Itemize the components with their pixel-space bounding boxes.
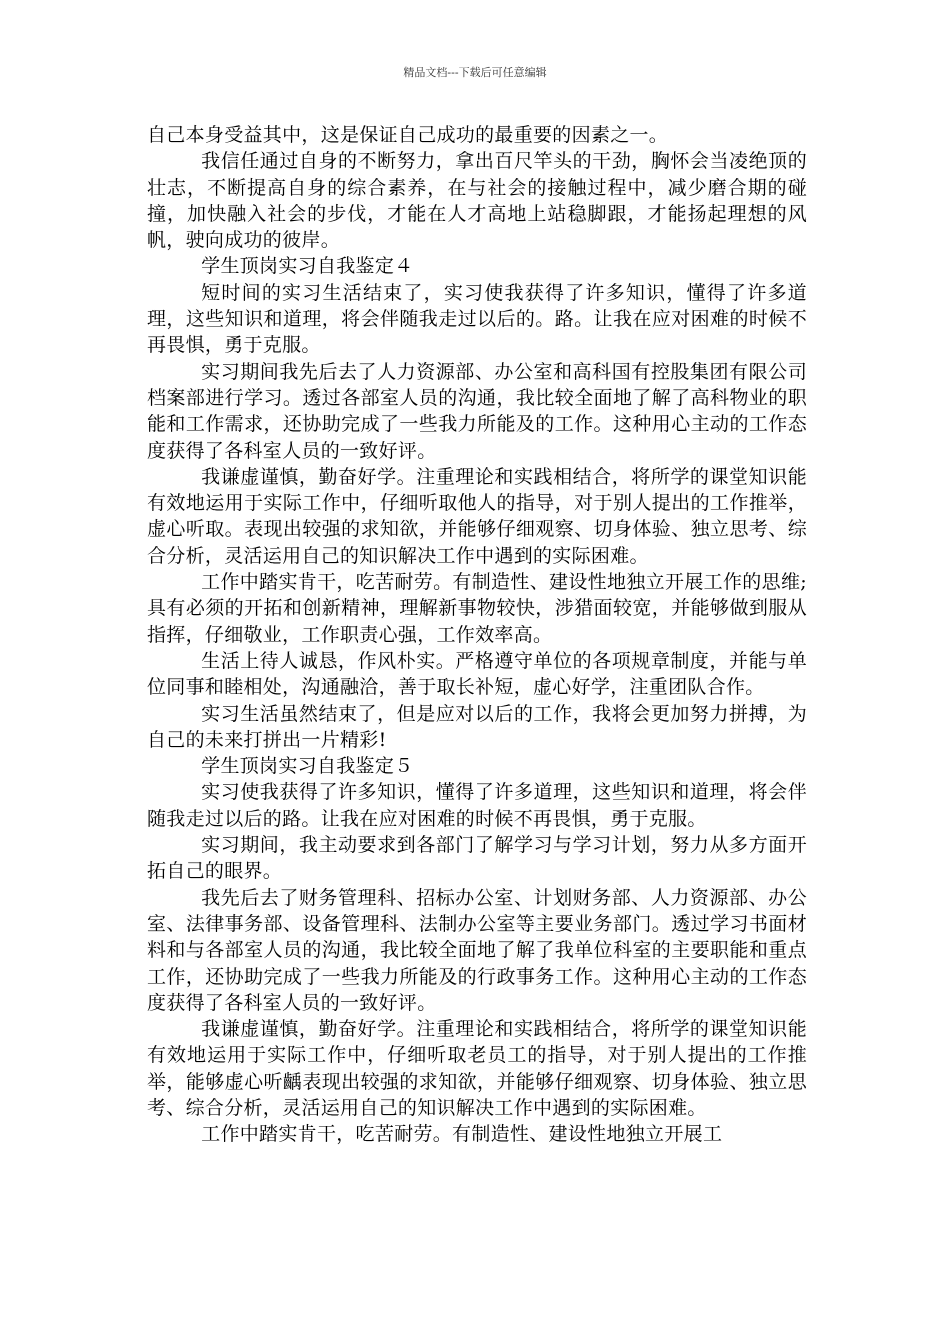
paragraph: 实习期间，我主动要求到各部门了解学习与学习计划，努力从多方面开拓自己的眼界。 (147, 834, 807, 883)
paragraph: 实习期间我先后去了人力资源部、办公室和高科国有控股集团有限公司档案部进行学习。透过各部室人员的沟通，我比较全面地了解了高科物业的职能和工作需求，还协助完成了一些我力所能及的工作。这种用心主动的工作态度获得了各科室人员的一致好评。 (147, 360, 807, 462)
paragraph: 实习使我获得了许多知识，懂得了许多道理，这些知识和道理，将会伴随我走过以后的路。让我在应对困难的时候不再畏惧，勇于克服。 (147, 781, 807, 830)
paragraph: 我信任通过自身的不断努力，拿出百尺竿头的干劲，胸怀会当凌绝顶的壮志，不断提高自身的综合素养，在与社会的接触过程中，减少磨合期的碰撞，加快融入社会的步伐，才能在人才高地上站稳脚跟，才能扬起理想的风帆，驶向成功的彼岸。 (147, 150, 807, 252)
paragraph: 我先后去了财务管理科、招标办公室、计划财务部、人力资源部、办公室、法律事务部、设备管理科、法制办公室等主要业务部门。透过学习书面材料和与各部室人员的沟通，我比较全面地了解了我单位科室的主要职能和重点工作，还协助完成了一些我力所能及的行政事务工作。这种用心主动的工作态度获得了各科室人员的一致好评。 (147, 886, 807, 1014)
paragraph: 工作中踏实肯干，吃苦耐劳。有制造性、建设性地独立开展工 (201, 1123, 723, 1146)
paragraph: 工作中踏实肯干，吃苦耐劳。有制造性、建设性地独立开展工作的思维;具有必须的开拓和创新精神，理解新事物较快，涉猎面较宽，并能够做到服从指挥，仔细敬业，工作职责心强，工作效率高。 (147, 571, 807, 646)
paragraph: 学生顶岗实习自我鉴定５ (201, 755, 414, 778)
paragraph: 自己本身受益其中，这是保证自己成功的最重要的因素之一。 (147, 124, 669, 146)
paragraph: 我谦虚谨慎，勤奋好学。注重理论和实践相结合，将所学的课堂知识能有效地运用于实际工作中，仔细听取他人的指导，对于别人提出的工作推举，虚心听取。表现出较强的求知欲，并能够仔细观察、切身体验、独立思考、综合分析，灵活运用自己的知识解决工作中遇到的实际困难。 (147, 465, 807, 567)
paragraph: 实习生活虽然结束了，但是应对以后的工作，我将会更加努力拼搏，为自己的未来打拼出一片精彩! (147, 702, 807, 751)
document-body (147, 122, 807, 1148)
page-header: 精品文档---下载后可任意编辑 (403, 66, 547, 79)
paragraph: 短时间的实习生活结束了，实习使我获得了许多知识，懂得了许多道理，这些知识和道理，将会伴随我走过以后的。路。让我在应对困难的时候不再畏惧，勇于克服。 (147, 281, 807, 357)
paragraph: 我谦虚谨慎，勤奋好学。注重理论和实践相结合，将所学的课堂知识能有效地运用于实际工作中，仔细听取老员工的指导，对于别人提出的工作推举，能够虚心听齲表现出较强的求知欲，并能够仔细观察、切身体验、独立思考、综合分析，灵活运用自己的知识解决工作中遇到的实际困难。 (147, 1018, 807, 1119)
paragraph: 学生顶岗实习自我鉴定４ (201, 255, 414, 278)
paragraph: 生活上待人诚恳，作风朴实。严格遵守单位的各项规章制度，并能与单位同事和睦相处，沟通融洽，善于取长补短，虚心好学，注重团队合作。 (147, 649, 807, 699)
